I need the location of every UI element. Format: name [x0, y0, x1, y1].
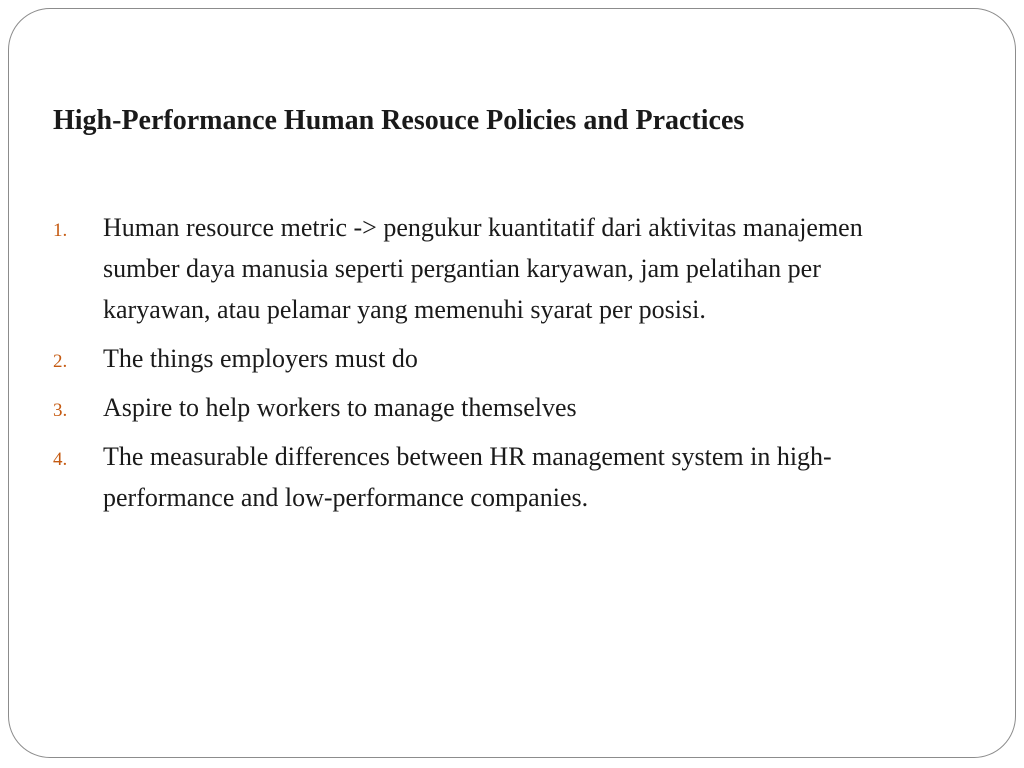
list-item — [53, 436, 933, 518]
list-item-text: Human resource metric -> pengukur kuantitatif dari aktivitas manajemen sumber daya manusia seperti pergantian karyawan, jam pelatihan per karyawan, atau pelamar yang memenuhi syarat per posisi. — [103, 213, 863, 324]
list-item — [53, 387, 933, 428]
list-item-number: 4. — [53, 449, 68, 470]
list-item-number: 3. — [53, 400, 68, 421]
list-item — [53, 338, 933, 379]
list-item-number: 2. — [53, 351, 68, 372]
list-item — [53, 207, 933, 330]
numbered-list — [53, 207, 933, 526]
list-item-text: The things employers must do — [103, 344, 418, 373]
list-item-number: 1. — [53, 220, 68, 241]
slide-title: High-Performance Human Resouce Policies and Practices — [53, 105, 745, 136]
list-item-text: Aspire to help workers to manage themselves — [103, 393, 577, 422]
slide — [8, 8, 1016, 758]
list-item-text: The measurable differences between HR management system in high-performance and low-performance companies. — [103, 442, 832, 512]
